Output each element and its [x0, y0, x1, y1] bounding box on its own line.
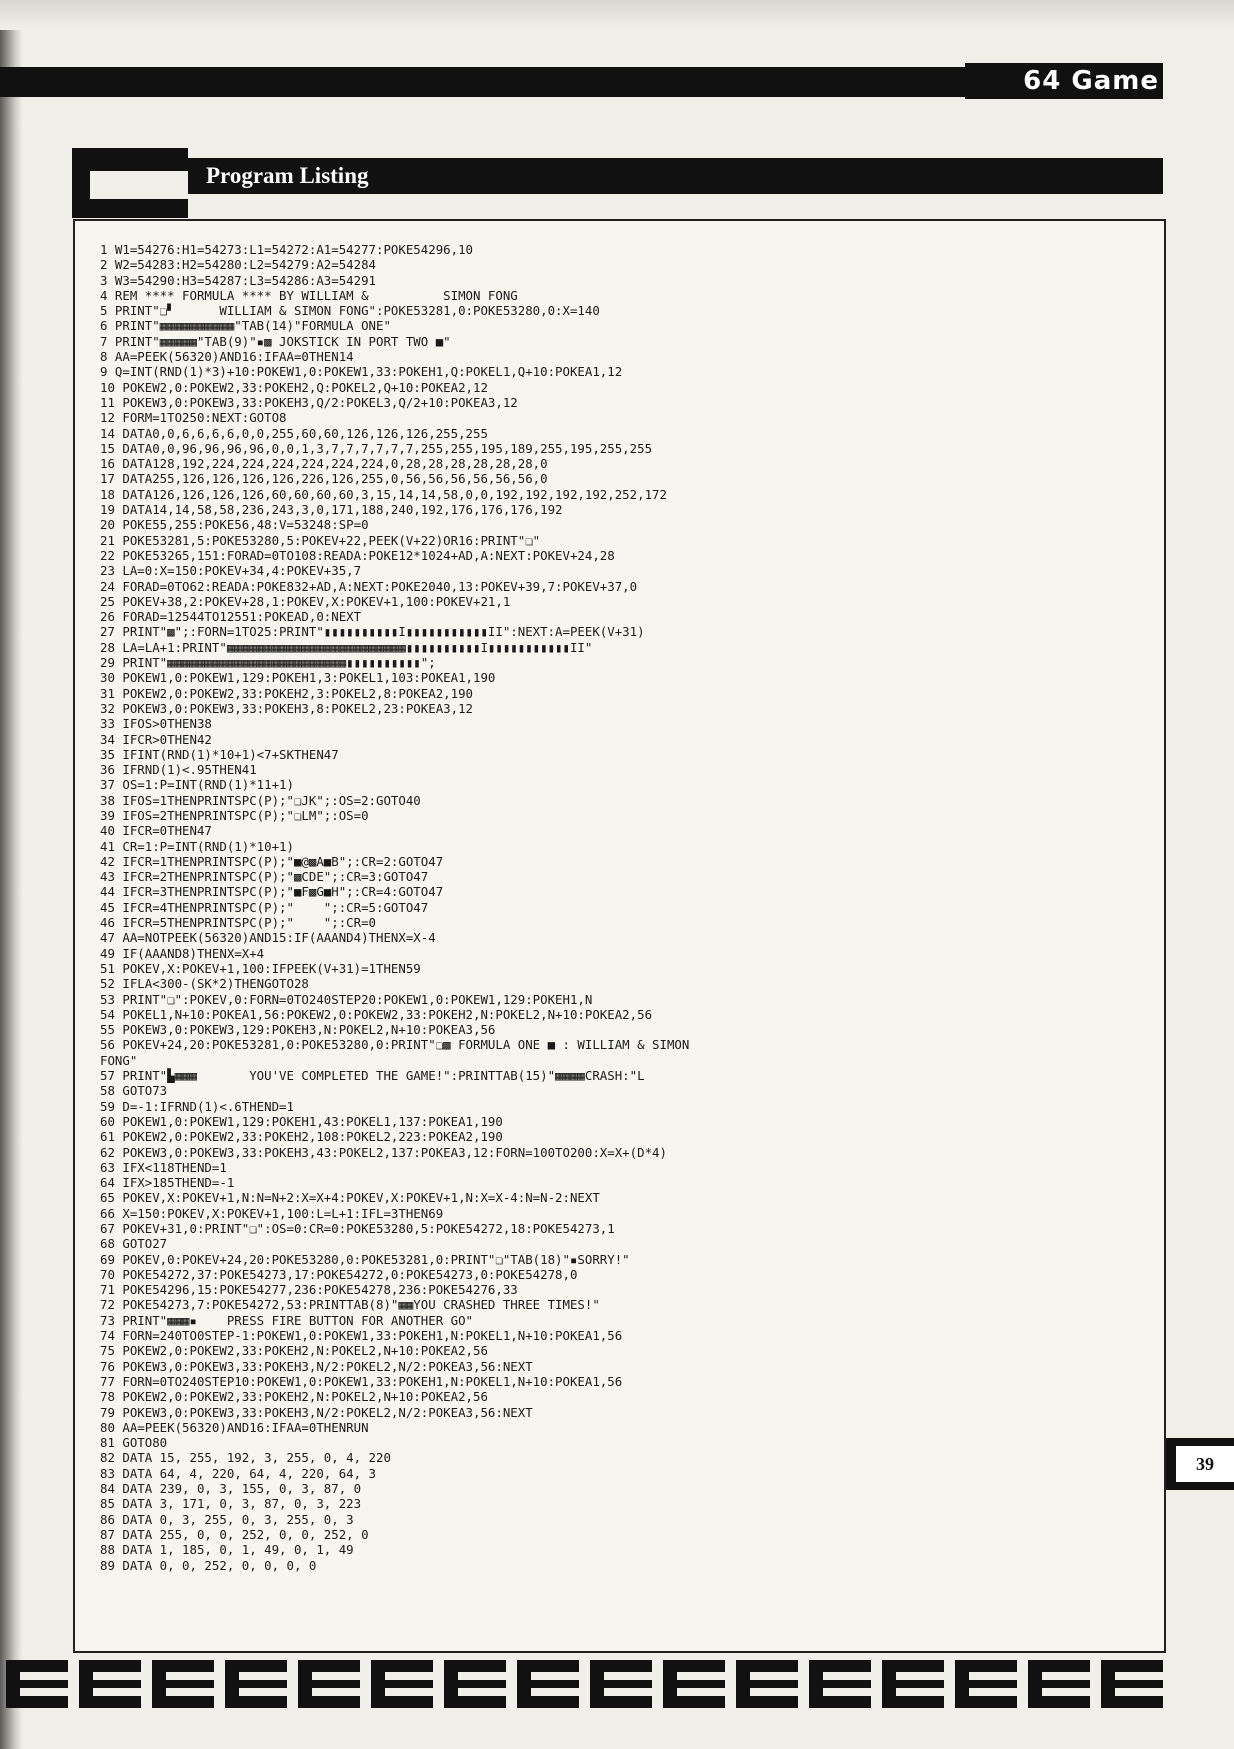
listing-line: 44 IFCR=3THENPRINTSPC(P);"■F▩G■H";:CR=4:GOTO47 [100, 884, 444, 900]
footer-block [298, 1660, 360, 1708]
listing-line: 9 Q=INT(RND(1)*3)+10:POKEW1,0:POKEW1,33:POKEH1,Q:POKEL1,Q+10:POKEA1,12 [100, 364, 623, 380]
listing-line: 10 POKEW2,0:POKEW2,33:POKEH2,Q:POKEL2,Q+10:POKEA2,12 [100, 379, 488, 395]
listing-line: 4 REM **** FORMULA **** BY WILLIAM & SIMON FONG [100, 287, 518, 303]
listing-line: 12 FORM=1TO250:NEXT:GOTO8 [100, 410, 287, 426]
listing-line: 74 FORN=240TO0STEP-1:POKEW1,0:POKEW1,33:POKEH1,N:POKEL1,N+10:POKEA1,56 [100, 1328, 623, 1344]
listing-line: 23 LA=0:X=150:POKEV+34,4:POKEV+35,7 [100, 563, 362, 579]
listing-line: 20 POKE55,255:POKE56,48:V=53248:SP=0 [100, 517, 369, 533]
listing-line: 29 PRINT"▦▦▦▦▦▦▦▦▦▦▦▦▦▦▦▦▦▦▦▦▦▦▦▦▮▮▮▮▮▮▮▮▮▮"; [100, 655, 436, 671]
listing-line: 11 POKEW3,0:POKEW3,33:POKEH3,Q/2:POKEL3,Q/2+10:POKEA3,12 [100, 394, 518, 410]
listing-line: 2 W2=54283:H2=54280:L2=54279:A2=54284 [100, 257, 377, 273]
listing-line: 6 PRINT"▦▦▦▦▦▦▦▦▦▦"TAB(14)"FORMULA ONE" [100, 318, 391, 334]
footer-block [736, 1660, 798, 1708]
footer-block [6, 1660, 68, 1708]
listing-line: 77 FORN=0TO240STEP10:POKEW1,0:POKEW1,33:POKEH1,N:POKEL1,N+10:POKEA1,56 [100, 1373, 623, 1389]
footer-block [590, 1660, 652, 1708]
listing-line: 35 IFINT(RND(1)*10+1)<7+SKTHEN47 [100, 746, 339, 762]
listing-line: 73 PRINT"▦▦▦▪ PRESS FIRE BUTTON FOR ANOTHER GO" [100, 1312, 473, 1328]
listing-line: 40 IFCR=0THEN47 [100, 823, 212, 839]
footer-block [79, 1660, 141, 1708]
listing-line: 62 POKEW3,0:POKEW3,33:POKEH3,43:POKEL2,137:POKEA3,12:FORN=100TO200:X=X+(D*4) [100, 1144, 667, 1160]
listing-line: 61 POKEW2,0:POKEW2,33:POKEH2,108:POKEL2,223:POKEA2,190 [100, 1129, 503, 1145]
listing-line: 68 GOTO27 [100, 1236, 168, 1252]
listing-line: 43 IFCR=2THENPRINTSPC(P);"▩CDE";:CR=3:GOTO47 [100, 869, 429, 885]
listing-line: 34 IFCR>0THEN42 [100, 731, 212, 747]
listing-line: 32 POKEW3,0:POKEW3,33:POKEH3,8:POKEL2,23:POKEA3,12 [100, 700, 473, 716]
listing-line: 21 POKE53281,5:POKE53280,5:POKEV+22,PEEK(V+22)OR16:PRINT"❏" [100, 532, 541, 548]
listing-line: 1 W1=54276:H1=54273:L1=54272:A1=54277:POKE54296,10 [100, 242, 473, 257]
listing-line: 17 DATA255,126,126,126,126,226,126,255,0,56,56,56,56,56,56,0 [100, 471, 548, 487]
listing-line: 8 AA=PEEK(56320)AND16:IFAA=0THEN14 [100, 349, 354, 365]
footer-block [1028, 1660, 1090, 1708]
listing-line: 24 FORAD=0TO62:READA:POKE832+AD,A:NEXT:POKE2040,13:POKEV+39,7:POKEV+37,0 [100, 578, 638, 594]
footer-block [444, 1660, 506, 1708]
listing-line: 38 IFOS=1THENPRINTSPC(P);"❏JK";:OS=2:GOTO40 [100, 792, 421, 808]
listing-line: 88 DATA 1, 185, 0, 1, 49, 0, 1, 49 [100, 1542, 354, 1558]
listing-line: 37 OS=1:P=INT(RND(1)*11+1) [100, 777, 294, 793]
listing-line: 76 POKEW3,0:POKEW3,33:POKEH3,N/2:POKEL2,N/2:POKEA3,56:NEXT [100, 1358, 533, 1374]
listing-line: 82 DATA 15, 255, 192, 3, 255, 0, 4, 220 [100, 1450, 391, 1466]
listing-line: 28 LA=LA+1:PRINT"▦▦▦▦▦▦▦▦▦▦▦▦▦▦▦▦▦▦▦▦▦▦▦▦▮▮▮▮▮▮▮▮▮▮I▮▮▮▮▮▮▮▮▮▮▮II" [100, 639, 593, 655]
footer-block [152, 1660, 214, 1708]
listing-line: 71 POKE54296,15:POKE54277,236:POKE54278,236:POKE54276,33 [100, 1282, 518, 1298]
listing-line: 45 IFCR=4THENPRINTSPC(P);" ";:CR=5:GOTO47 [100, 899, 429, 915]
footer-block [371, 1660, 433, 1708]
listing-line: 51 POKEV,X:POKEV+1,100:IFPEEK(V+31)=1THEN59 [100, 960, 421, 976]
footer-block [882, 1660, 944, 1708]
listing-line: 59 D=-1:IFRND(1)<.6THEND=1 [100, 1098, 294, 1114]
listing-line: 86 DATA 0, 3, 255, 0, 3, 255, 0, 3 [100, 1511, 354, 1527]
listing-line: 19 DATA14,14,58,58,236,243,3,0,171,188,240,192,176,176,176,192 [100, 502, 563, 518]
listing-line: 36 IFRND(1)<.95THEN41 [100, 762, 257, 778]
listing-line: 66 X=150:POKEV,X:POKEV+1,100:L=L+1:IFL=3THEN69 [100, 1205, 444, 1221]
footer-block [955, 1660, 1017, 1708]
listing-line: 75 POKEW2,0:POKEW2,33:POKEH2,N:POKEL2,N+10:POKEA2,56 [100, 1343, 488, 1359]
listing-line: 18 DATA126,126,126,126,60,60,60,60,3,15,14,14,58,0,0,192,192,192,192,252,172 [100, 486, 667, 502]
listing-line: 69 POKEV,0:POKEV+24,20:POKE53280,0:POKE53281,0:PRINT"❏"TAB(18)"▪SORRY!" [100, 1251, 630, 1267]
listing-line: 64 IFX>185THEND=-1 [100, 1175, 235, 1191]
section-tag: 64 Game [965, 63, 1163, 99]
page-top-shadow [0, 0, 1234, 30]
listing-line: 89 DATA 0, 0, 252, 0, 0, 0, 0 [100, 1557, 317, 1573]
listing-line: 56 POKEV+24,20:POKE53281,0:POKE53280,0:PRINT"❏▩ FORMULA ONE ■ : WILLIAM & SIMON [100, 1037, 690, 1053]
listing-line: 65 POKEV,X:POKEV+1,N:N=N+2:X=X+4:POKEV,X:POKEV+1,N:X=X-4:N=N-2:NEXT [100, 1190, 600, 1206]
listing-line: 72 POKE54273,7:POKE54272,53:PRINTTAB(8)"▦▦YOU CRASHED THREE TIMES!" [100, 1297, 600, 1313]
listing-line: 31 POKEW2,0:POKEW2,33:POKEH2,3:POKEL2,8:POKEA2,190 [100, 685, 473, 701]
page-binding-shadow [0, 0, 22, 1749]
page-title: Program Listing [206, 163, 369, 188]
footer-block [1101, 1660, 1163, 1708]
footer-block [225, 1660, 287, 1708]
listing-line: 41 CR=1:P=INT(RND(1)*10+1) [100, 838, 294, 854]
listing-line: 7 PRINT"▦▦▦▦▦"TAB(9)"▪▩ JOKSTICK IN PORT TWO ■" [100, 333, 451, 349]
listing-line: 15 DATA0,0,96,96,96,96,0,0,1,3,7,7,7,7,7,7,255,255,195,189,255,195,255,255 [100, 440, 653, 456]
listing-line: FONG" [100, 1052, 138, 1068]
listing-line: 42 IFCR=1THENPRINTSPC(P);"■@▩A■B";:CR=2:GOTO47 [100, 853, 444, 869]
listing-line: 79 POKEW3,0:POKEW3,33:POKEH3,N/2:POKEL2,N/2:POKEA3,56:NEXT [100, 1404, 533, 1420]
listing-line: 3 W3=54290:H3=54287:L3=54286:A3=54291 [100, 272, 377, 288]
listing-line: 54 POKEL1,N+10:POKEA1,56:POKEW2,0:POKEW2,33:POKEH2,N:POKEL2,N+10:POKEA2,56 [100, 1006, 653, 1022]
listing-line: 27 PRINT"▩";:FORN=1TO25:PRINT"▮▮▮▮▮▮▮▮▮▮I▮▮▮▮▮▮▮▮▮▮▮II":NEXT:A=PEEK(V+31) [100, 624, 645, 640]
listing-line: 70 POKE54272,37:POKE54273,17:POKE54272,0:POKE54273,0:POKE54278,0 [100, 1266, 578, 1282]
listing-line: 81 GOTO80 [100, 1435, 168, 1451]
listing-line: 84 DATA 239, 0, 3, 155, 0, 3, 87, 0 [100, 1481, 362, 1497]
footer-pattern [0, 1660, 1180, 1708]
listing-line: 55 POKEW3,0:POKEW3,129:POKEH3,N:POKEL2,N+10:POKEA3,56 [100, 1022, 496, 1038]
program-listing [100, 242, 1160, 1573]
listing-line: 52 IFLA<300-(SK*2)THENGOTO28 [100, 976, 309, 992]
listing-line: 22 POKE53265,151:FORAD=0TO108:READA:POKE12*1024+AD,A:NEXT:POKEV+24,28 [100, 547, 615, 563]
listing-line: 26 FORAD=12544TO12551:POKEAD,0:NEXT [100, 609, 362, 625]
listing-line: 16 DATA128,192,224,224,224,224,224,224,0,28,28,28,28,28,28,0 [100, 456, 548, 472]
listing-line: 30 POKEW1,0:POKEW1,129:POKEH1,3:POKEL1,103:POKEA1,190 [100, 670, 496, 686]
listing-line: 67 POKEV+31,0:PRINT"❏":OS=0:CR=0:POKE53280,5:POKE54272,18:POKE54273,1 [100, 1221, 615, 1236]
footer-block [809, 1660, 871, 1708]
listing-line: 33 IFOS>0THEN38 [100, 716, 212, 732]
listing-line: 5 PRINT"❏▘ WILLIAM & SIMON FONG":POKE53281,0:POKE53280,0:X=140 [100, 303, 600, 319]
page-number: 39 [1176, 1446, 1234, 1482]
footer-block [663, 1660, 725, 1708]
header-logo-notch [90, 171, 188, 199]
listing-line: 57 PRINT"▙▦▦▦ YOU'VE COMPLETED THE GAME!":PRINTTAB(15)"▦▦▦▦CRASH:"L [100, 1068, 645, 1084]
listing-line: 14 DATA0,0,6,6,6,6,0,0,255,60,60,126,126,126,255,255 [100, 425, 488, 441]
listing-line: 60 POKEW1,0:POKEW1,129:POKEH1,43:POKEL1,137:POKEA1,190 [100, 1113, 503, 1129]
listing-line: 25 POKEV+38,2:POKEV+28,1:POKEV,X:POKEV+1,100:POKEV+21,1 [100, 593, 511, 609]
listing-line: 47 AA=NOTPEEK(56320)AND15:IF(AAAND4)THENX=X-4 [100, 930, 436, 946]
listing-line: 83 DATA 64, 4, 220, 64, 4, 220, 64, 3 [100, 1465, 377, 1481]
listing-line: 85 DATA 3, 171, 0, 3, 87, 0, 3, 223 [100, 1496, 362, 1512]
footer-block [517, 1660, 579, 1708]
listing-line: 39 IFOS=2THENPRINTSPC(P);"❏LM";:OS=0 [100, 807, 369, 823]
listing-line: 80 AA=PEEK(56320)AND16:IFAA=0THENRUN [100, 1419, 369, 1435]
listing-line: 63 IFX<118THEND=1 [100, 1159, 227, 1175]
listing-line: 78 POKEW2,0:POKEW2,33:POKEH2,N:POKEL2,N+10:POKEA2,56 [100, 1389, 488, 1405]
listing-line: 58 GOTO73 [100, 1083, 168, 1099]
listing-line: 87 DATA 255, 0, 0, 252, 0, 0, 252, 0 [100, 1526, 369, 1542]
listing-line: 53 PRINT"❏":POKEV,0:FORN=0TO240STEP20:POKEW1,0:POKEW1,129:POKEH1,N [100, 991, 593, 1007]
listing-line: 49 IF(AAAND8)THENX=X+4 [100, 945, 265, 961]
listing-line: 46 IFCR=5THENPRINTSPC(P);" ";:CR=0 [100, 915, 377, 931]
